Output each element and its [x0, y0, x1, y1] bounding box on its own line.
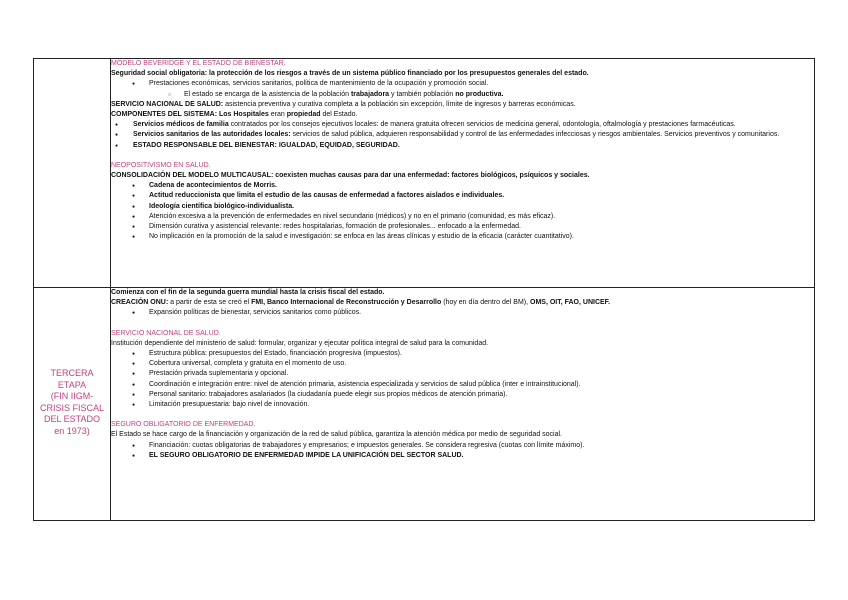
list-item: ● Prestación privada suplementaria y opcional. [111, 369, 814, 379]
section-heading: NEOPOSITIVISMO EN SALUD. [111, 161, 211, 169]
paragraph: CREACIÓN ONU: a partir de esta se creó el FMI, Banco Internacional de Reconstrucción y Desarrollo (hoy en día dentro del BM), OMS, OIT, FAO, UNICEF. [111, 299, 611, 307]
section-subheading: Seguridad social obligatoria: la protección de los riesgos a través de un sistema público financiado por los presupuestos generales del estado. [111, 70, 589, 78]
list-item: ● Atención excesiva a la prevención de enfermedades en nivel secundario (médicos) y no en el primario (comunidad, es más eficaz). [111, 212, 814, 222]
list-item: ● Actitud reduccionista que limita el estudio de las causas de enfermedad a factores aislados e individuales. [111, 191, 814, 201]
section-heading: SERVICIO NACIONAL DE SALUD. [111, 329, 221, 337]
list-item: ● Financiación: cuotas obligatorias de trabajadores y empresarios; e impuestos generales. Se considera regresiva (cuotas con límite máximo). [111, 441, 814, 451]
list-item: ● Limitación presupuestaria: bajo nivel de innovación. [111, 400, 814, 410]
content-cell [111, 59, 815, 288]
section-heading: SEGURO OBLIGATORIO DE ENFERMEDAD. [111, 421, 256, 429]
paragraph: El Estado se hace cargo de la financiación y organización de la red de salud pública, garantiza la atención médica por medio de seguridad social. [111, 431, 563, 439]
period-cell [34, 288, 111, 521]
list-item: ● Cobertura universal, completa y gratuita en el momento de uso. [111, 359, 814, 369]
paragraph: SERVICIO NACIONAL DE SALUD: asistencia preventiva y curativa completa a la población sin excepción, límite de ingresos y barreras económicas. [111, 100, 576, 108]
paragraph: Institución dependiente del ministerio de salud: formular, organizar y ejecutar política integral de salud para la comunidad. [111, 339, 489, 347]
list-item: ● Coordinación e integración entre: nivel de atención primaria, asistencia especializada y servicios de salud pública (inter e intrainstitucional). [111, 380, 814, 390]
list-item: ● EL SEGURO OBLIGATORIO DE ENFERMEDAD IMPIDE LA UNIFICACIÓN DEL SECTOR SALUD. [111, 451, 814, 461]
list-item: ○ El estado se encarga de la asistencia de la población trabajadora y también población no productiva. [111, 90, 814, 100]
table-row [34, 59, 815, 288]
list-item: ● Personal sanitario: trabajadores asalariados (la ciudadanía puede elegir sus propios médicos de atención primaria). [111, 390, 814, 400]
list-item: ● ESTADO RESPONSABLE DEL BIENESTAR: IGUALDAD, EQUIDAD, SEGURIDAD. [111, 141, 814, 151]
list-item: ● Estructura pública: presupuestos del Estado, financiación progresiva (impuestos). [111, 349, 814, 359]
list-item: ● Dimensión curativa y asistencial relevante: redes hospitalarias, formación de profesionales... enfocado a la enfermedad. [111, 222, 814, 232]
paragraph: COMPONENTES DEL SISTEMA: Los Hospitales eran propiedad del Estado. [111, 111, 358, 119]
section-heading: MODELO BEVERIDGE Y EL ESTADO DE BIENESTAR. [111, 60, 286, 67]
list-item: ● Cadena de acontecimientos de Morris. [111, 181, 814, 191]
intro-text: Comienza con el fin de la segunda guerra mundial hasta la crisis fiscal del estado. [111, 289, 385, 296]
notes-table [33, 58, 815, 521]
list-item: ● Ideología científica biológico-individualista. [111, 202, 814, 212]
list-item: ● Servicios médicos de familia contratados por los consejos ejecutivos locales: de manera gratuita ofrecen servicios de medicina general, odontología, oftalmología y prestaciones farmacéuticas. [111, 120, 814, 130]
period-title: TERCERA ETAPA (FIN IIGM- CRISIS FISCAL DEL ESTADO en 1973) [39, 368, 104, 436]
table-row [34, 288, 815, 521]
list-item: ● Expansión políticas de bienestar, servicios sanitarios como públicos. [111, 308, 814, 318]
section-subheading: CONSOLIDACIÓN DEL MODELO MULTICAUSAL: coexisten muchas causas para dar una enfermedad: factores biológicos, psíquicos y sociales. [111, 172, 590, 180]
content-cell [111, 288, 815, 521]
list-item: ● Servicios sanitarios de las autoridades locales: servicios de salud pública, adquieren responsabilidad y control de las enfermedades infecciosas y riesgos ambientales. Servicios preventivos y comunitarios. [111, 130, 814, 140]
list-item: ● Prestaciones económicas, servicios sanitarios, política de mantenimiento de la ocupación y promoción social. [111, 79, 814, 89]
list-item: ● No implicación en la promoción de la salud e investigación: se enfoca en las áreas clínicas y estudio de la eficacia (carácter cuantitativo). [111, 232, 814, 242]
period-cell [34, 59, 111, 288]
